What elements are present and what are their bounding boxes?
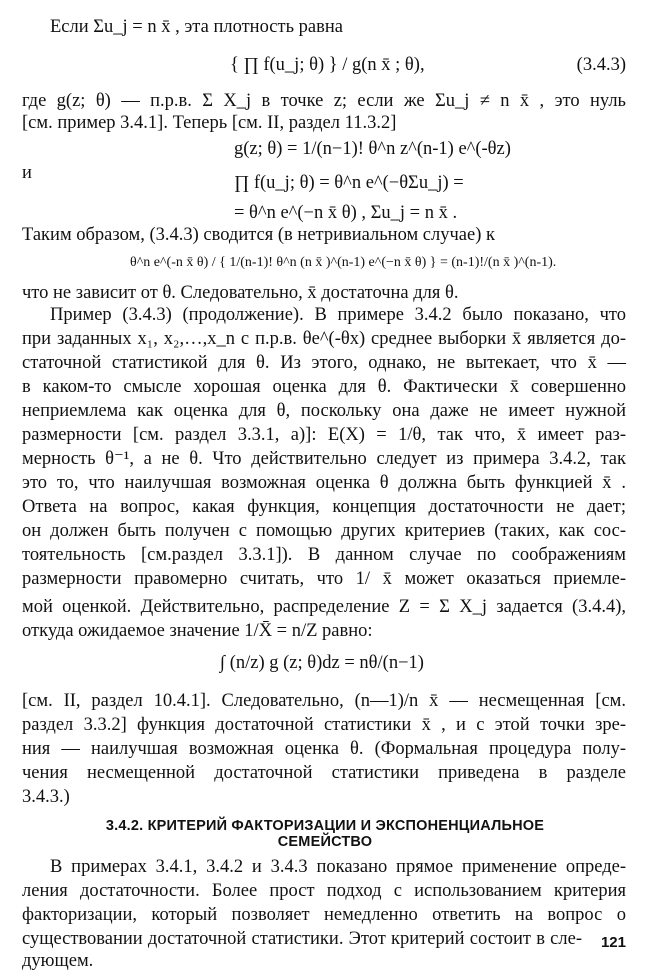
conjunction: и xyxy=(22,163,32,183)
formula-integral: ∫ (n/z) g (z; θ)dz = nθ/(n−1) xyxy=(220,653,424,673)
text-line: существовании достаточной статистики. Этот критерий состоит в сле- xyxy=(22,929,582,949)
text-line: в каком-то смысле хорошая оценка для θ. Фактически x̄ совершенно xyxy=(22,377,626,397)
formula-ratio: θ^n e^(-n x̄ θ) / { 1/(n-1)! θ^n (n x̄ )^(n-1) e^(−n x̄ θ) } = (n-1)!/(n x̄ )^(n-1). xyxy=(130,255,557,270)
text-line: 3.4.3.) xyxy=(22,787,70,807)
text-line: где g(z; θ) — п.р.в. Σ X_j в точке z; если же Σu_j ≠ n x̄ , это нуль xyxy=(22,91,626,111)
text-line: мой оценкой. Действительно, распределение Z = Σ X_j задается (3.4.4), xyxy=(22,597,626,617)
section-heading: 3.4.2. КРИТЕРИЙ ФАКТОРИЗАЦИИ И ЭКСПОНЕНЦИАЛЬНОЕ xyxy=(105,818,545,834)
text-line: мерность θ⁻¹, а не θ. Что действительно следует из примера 3.4.2, так xyxy=(22,449,626,469)
text-line: Ответа на вопрос, какая функция, концепция достаточности не дает; xyxy=(22,497,626,517)
section-heading-cont: СЕМЕЙСТВО xyxy=(277,834,373,850)
formula-3-4-3: { ∏ f(u_j; θ) } / g(n x̄ ; θ), xyxy=(230,55,425,75)
text-line: это то, что наилучшая возможная оценка θ должна быть функцией x̄ . xyxy=(22,473,626,493)
text-line-example: Пример (3.4.3) (продолжение). В примере 3.4.2 было показано, что xyxy=(50,305,626,325)
page-number: 121 xyxy=(600,934,626,951)
formula-density: g(z; θ) = 1/(n−1)! θ^n z^(n-1) e^(-θz) xyxy=(234,139,511,159)
text-line: Таким образом, (3.4.3) сводится (в нетривиальном случае) к xyxy=(22,225,495,245)
text-line: неприемлема как оценка для θ, поскольку она даже не имеет нужной xyxy=(22,401,626,421)
text-line: он должен быть получен с помощью других критериев (таких, как сос- xyxy=(22,521,626,541)
formula-product-cont: = θ^n e^(−n x̄ θ) , Σu_j = n x̄ . xyxy=(234,203,458,223)
text-line: статочной статистикой для θ. Из этого, однако, не вытекает, что x̄ — xyxy=(22,353,626,373)
text-line: В примерах 3.4.1, 3.4.2 и 3.4.3 показано прямое применение опреде- xyxy=(50,857,626,877)
text-line: при заданных x₁, x₂,…,x_n с п.р.в. θe^(-θx) среднее выборки x̄ является до- xyxy=(22,329,626,349)
equation-number: (3.4.3) xyxy=(576,55,626,75)
text-line: ния — наилучшая возможная оценка θ. (Формальная процедура полу- xyxy=(22,739,626,759)
text-line: размерности [см. раздел 3.3.1, а)]: E(X) = 1/θ, так что, x̄ имеет раз- xyxy=(22,425,626,445)
text-line: [см. II, раздел 10.4.1]. Следовательно, (n—1)/n x̄ — несмещенная [см. xyxy=(22,691,626,711)
text-line: размерности правомерно считать, что 1/ x̄ может оказаться приемле- xyxy=(22,569,626,589)
text-line: тоятельность [см.раздел 3.3.1]). В данном случае по соображениям xyxy=(22,545,626,565)
text-line: дующем. xyxy=(22,951,94,971)
formula-product: ∏ f(u_j; θ) = θ^n e^(−θΣu_j) = xyxy=(234,173,464,193)
text-line: откуда ожидаемое значение 1/X̄ = n/Z равно: xyxy=(22,621,373,641)
text-line: ления достаточности. Более прост подход с использованием критерия xyxy=(22,881,626,901)
text-line: Если Σu_j = n x̄ , эта плотность равна xyxy=(50,17,343,37)
text-line: [см. пример 3.4.1]. Теперь [см. II, раздел 11.3.2] xyxy=(22,113,397,133)
text-line: что не зависит от θ. Следовательно, x̄ достаточна для θ. xyxy=(22,283,459,303)
text-line: раздел 3.3.2] функция достаточной статистики x̄ , и с этой точки зре- xyxy=(22,715,626,735)
text-line: чения несмещенной достаточной статистики приведена в разделе xyxy=(22,763,626,783)
text-line: факторизации, который позволяет немедленно ответить на вопрос о xyxy=(22,905,626,925)
